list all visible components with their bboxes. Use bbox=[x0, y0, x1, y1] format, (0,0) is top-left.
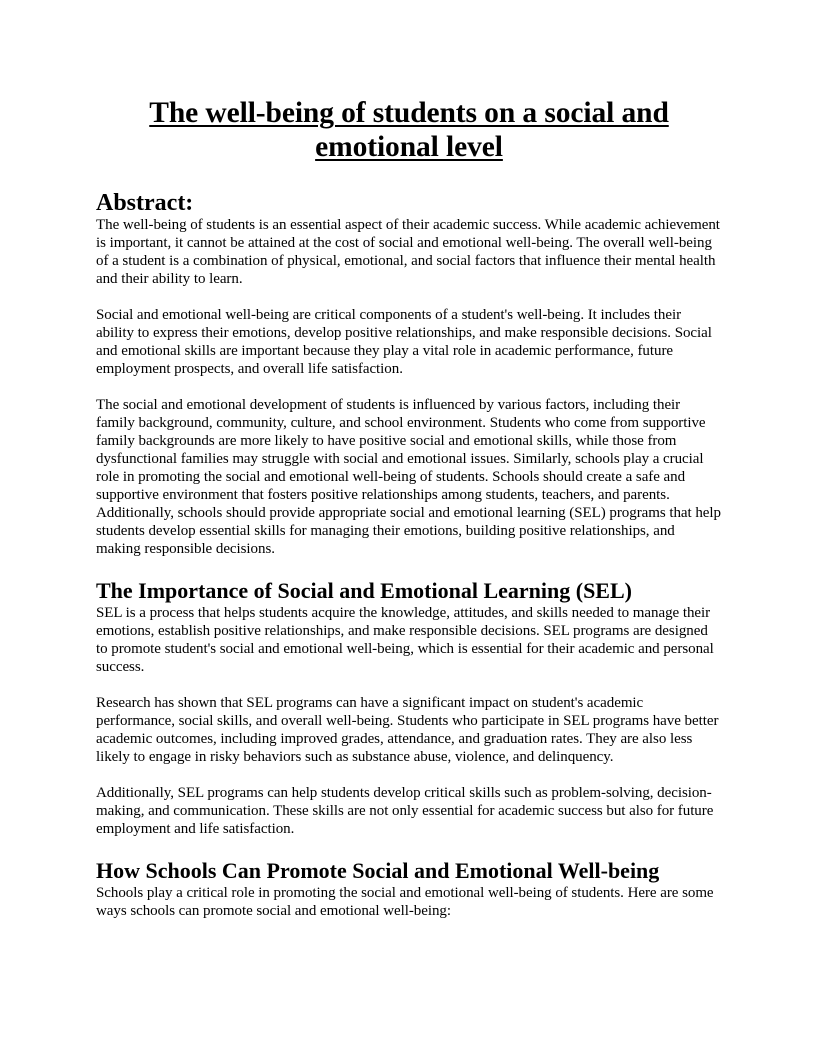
abstract-paragraph-2: Social and emotional well-being are critical components of a student's well-being. It includes their ability to express their emotions, develop positive relationships, and make responsible decisions. Social and emotional skills are important because they play a vital role in academic performance, future employment prospects, and overall life satisfaction. bbox=[96, 307, 712, 377]
schools-paragraph-1: Schools play a critical role in promoting the social and emotional well-being of students. Here are some ways schools can promote social and emotional well-being: bbox=[96, 885, 714, 919]
section-body-sel-importance bbox=[96, 604, 722, 838]
document-title: The well-being of students on a social and emotional level bbox=[149, 97, 669, 163]
abstract-paragraph-1: The well-being of students is an essential aspect of their academic success. While academic achievement is important, it cannot be attained at the cost of social and emotional well-being. The overall well-being of a student is a combination of physical, emotional, and social factors that influence their mental health and their ability to learn. bbox=[96, 217, 720, 287]
sel-paragraph-3: Additionally, SEL programs can help students develop critical skills such as problem-solving, decision-making, and communication. These skills are not only essential for academic success but also for future employment and life satisfaction. bbox=[96, 785, 714, 837]
abstract-body bbox=[96, 216, 722, 558]
abstract-paragraph-3: The social and emotional development of students is influenced by various factors, including their family background, community, culture, and school environment. Students who come from supportive family backgrounds are more likely to have positive social and emotional skills, while those from dysfunctional families may struggle with social and emotional issues. Similarly, schools play a crucial role in promoting the social and emotional well-being of students. Schools should create a safe and supportive environment that fosters positive relationships among students, teachers, and parents. Additionally, schools should provide appropriate social and emotional learning (SEL) programs that help students develop essential skills for managing their emotions, building positive relationships, and making responsible decisions. bbox=[96, 397, 721, 557]
section-heading-schools-promote: How Schools Can Promote Social and Emotional Well-being bbox=[96, 858, 660, 883]
section-body-schools-promote bbox=[96, 884, 722, 920]
sel-paragraph-2: Research has shown that SEL programs can have a significant impact on student's academic performance, social skills, and overall well-being. Students who participate in SEL programs have better academic outcomes, including improved grades, attendance, and graduation rates. They are also less likely to engage in risky behaviors such as substance abuse, violence, and delinquency. bbox=[96, 695, 719, 765]
sel-paragraph-1: SEL is a process that helps students acquire the knowledge, attitudes, and skills needed to manage their emotions, establish positive relationships, and make responsible decisions. SEL programs are designed to promote student's social and emotional well-being, which is essential for their academic and personal success. bbox=[96, 605, 714, 675]
document-page bbox=[96, 96, 722, 920]
section-heading-sel-importance: The Importance of Social and Emotional Learning (SEL) bbox=[96, 578, 632, 603]
abstract-heading: Abstract: bbox=[96, 190, 194, 216]
